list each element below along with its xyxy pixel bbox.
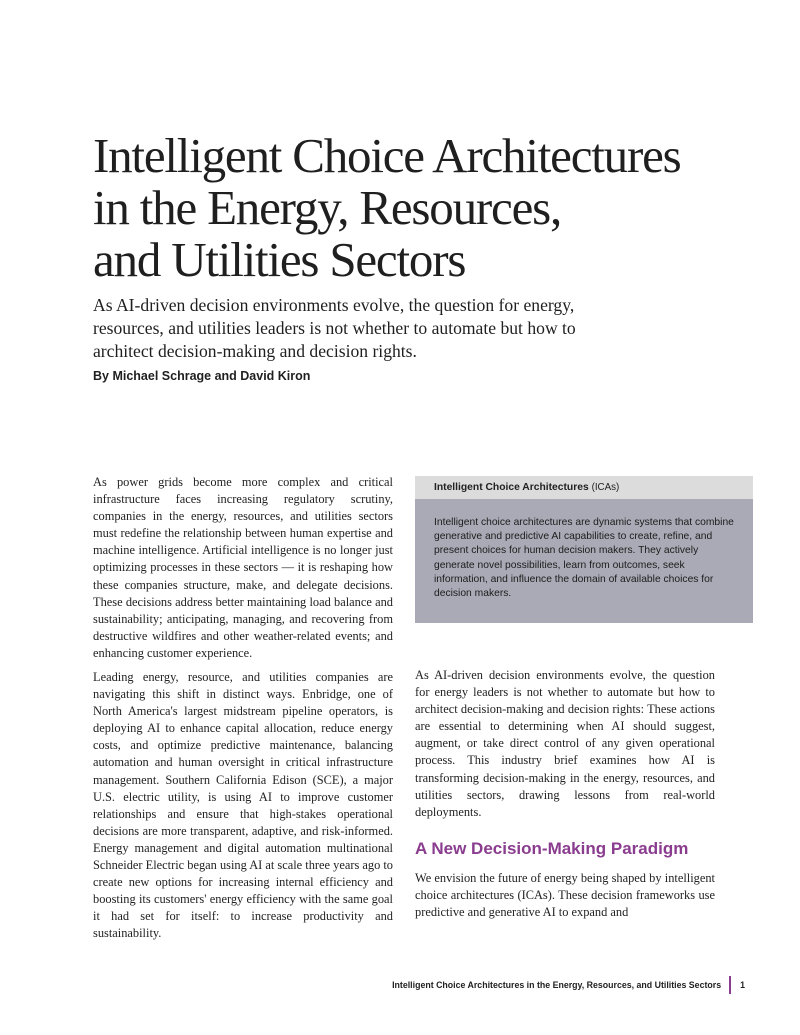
- subtitle: As AI-driven decision environments evolve, the question for energy, resources, and utilities leaders is not whether to automate but how to architect decision-making and decision rights.: [93, 295, 576, 361]
- left-column-paragraph-1: [93, 474, 393, 662]
- title-line: Intelligent Choice Architectures: [93, 128, 681, 183]
- body-paragraph: As power grids become more complex and critical infrastructure faces increasing regulatory scrutiny, companies in the energy, resources, and utilities sectors must redefine the relationship between human expertise and machine intelligence. Artificial intelligence is no longer just optimizing processes in these sectors — it is reshaping how these companies structure, make, and delegate decisions. These decisions address better maintaining load balance and sustainability; anticipating, managing, and recovering from destructive wildfires and other weather-related events; and enhancing customer experience.: [93, 475, 393, 660]
- ica-box-body: Intelligent choice architectures are dynamic systems that combine generative and predictive AI capabilities to create, refine, and present choices for human decision makers. They actively generate novel possibilities, learn from outcomes, seek information, and influence the domain of available choices for decision makers.: [434, 517, 734, 600]
- footer-running-title: Intelligent Choice Architectures in the Energy, Resources, and Utilities Sectors: [392, 980, 722, 990]
- right-column-paragraph-1: [415, 667, 715, 821]
- byline: By Michael Schrage and David Kiron: [93, 369, 311, 383]
- title-line: in the Energy, Resources,: [93, 180, 562, 235]
- ica-box-heading: Intelligent Choice Architectures: [434, 482, 589, 493]
- ica-box-header: [415, 476, 753, 499]
- section-heading: A New Decision-Making Paradigm: [415, 839, 689, 858]
- right-column-paragraph-2: [415, 870, 715, 921]
- page-title: [93, 130, 773, 286]
- left-column-paragraph-2: [93, 669, 393, 943]
- footer-divider: [729, 976, 731, 994]
- body-paragraph: We envision the future of energy being shaped by intelligent choice architectures (ICAs). These decision frameworks use predictive and generative AI to expand and: [415, 871, 715, 920]
- body-paragraph: As AI-driven decision environments evolve, the question for energy leaders is not whether to automate but how to architect decision-making and decision rights: These actions are essential to determining when AI should suggest, augment, or take direct control of any given operational process. This industry brief examines how AI is transforming decision-making in the energy, resources, and utilities sectors, drawing lessons from real-world deployments.: [415, 668, 715, 819]
- page-footer: [392, 976, 745, 994]
- ica-definition-box: [415, 476, 753, 623]
- title-line: and Utilities Sectors: [93, 232, 466, 287]
- ica-box-heading-abbr: (ICAs): [591, 482, 620, 493]
- body-paragraph: Leading energy, resource, and utilities companies are navigating this shift in distinct ways. Enbridge, one of North America's largest midstream pipeline operators, is deploying AI to enhance capital allocation, reduce energy costs, and optimize predictive maintenance, balancing automation and human oversight in critical infrastructure management. Southern California Edison (SCE), a major U.S. electric utility, is using AI to improve customer relationships and ensure that high-stakes operational decisions are more transparent, adaptive, and risk-informed. Energy management and digital automation multinational Schneider Electric began using AI at scale three years ago to create new options for increasing internal efficiency and boosting its customers' energy efficiency with the same goal it had set for itself: to increase productivity and sustainability.: [93, 670, 394, 941]
- page-number: 1: [740, 980, 745, 990]
